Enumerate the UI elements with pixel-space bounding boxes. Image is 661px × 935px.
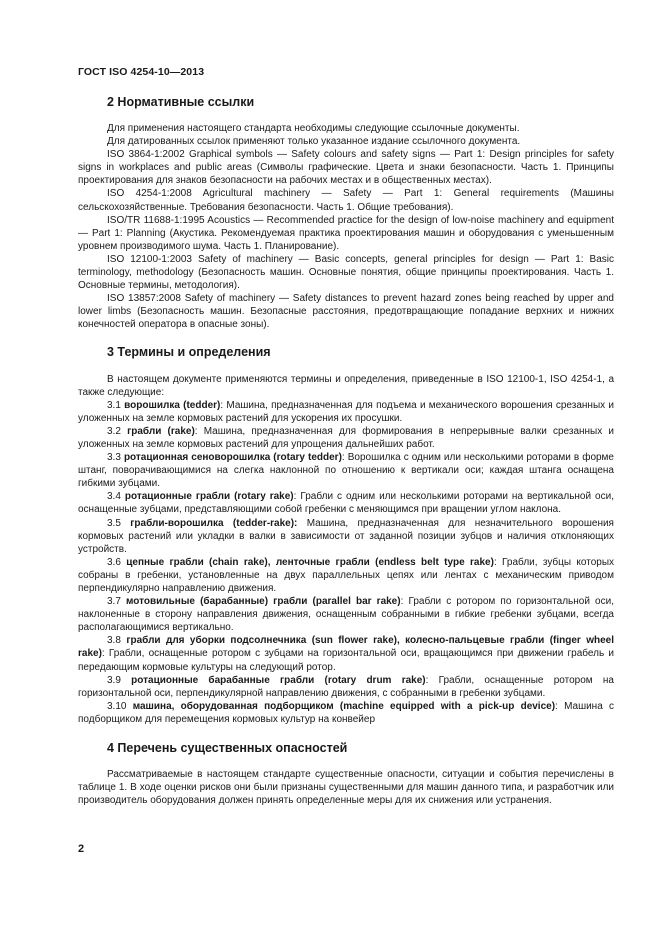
term-name: грабли-ворошилка (tedder-rake): [130,517,298,529]
reference-paragraph: Для датированных ссылок применяют только указанное издание ссылочного документа. [107,136,521,148]
term-definition [78,490,614,516]
reference-paragraph: ISO 4254-1:2008 Agricultural machinery — Safety — Part 1: General requirements (Машины сельскохозяйственные. Требования безопасности. Часть 1. Общие требования). [78,188,614,213]
document-header: ГОСТ ISO 4254-10—2013 [78,66,205,78]
term-definition [78,399,614,425]
section-3-terms [78,399,614,726]
term-text: : Машина с подборщиком для перемещения кормовых культур на конвейер [78,700,615,725]
reference-paragraph: ISO/TR 11688-1:1995 Acoustics — Recommended practice for the design of low-noise machinery and equipment — Part 1: Planning (Акустика. Рекомендуемая практика проектирования машин и оборудования с уменьшенным уровнем производимого шума. Часть 1. Планирование). [78,214,614,252]
section-4-paragraph: Рассматриваемые в настоящем стандарте существенные опасности, ситуации и события перечислены в таблице 1. В ходе оценки рисков они были признаны существенными для машин данного типа, и разработчик или производитель оборудования должен принять определенные меры для их снижения или устранения. [78,769,614,807]
term-number: 3.3 [107,452,124,464]
term-definition [78,451,614,490]
term-definition [78,556,614,595]
term-text: : Грабли, оснащенные ротором на горизонтальной оси, перпендикулярной направлению движения, с собранными в гребенки зубцами. [78,674,614,699]
term-text: : Грабли, зубцы которых собраны в гребенки, установленные на двух параллельных цепях или лентах с механическим приводом перпендикулярно направлению движения. [78,556,615,594]
section-3-title: 3 Термины и определения [107,344,271,359]
term-number: 3.10 [107,700,133,712]
term-number: 3.4 [107,491,125,503]
reference-paragraph: ISO 13857:2008 Safety of machinery — Safety distances to prevent hazard zones being reached by upper and lower limbs (Безопасность машин. Безопасные расстояния, предотвращающие попадание верхних и нижних конечностей оператора в опасные зоны). [78,293,614,331]
reference-paragraph: ISO 12100-1:2003 Safety of machinery — Basic concepts, general principles for design — Part 1: Basic terminology, methodology (Безопасность машин. Основные понятия, общие принципы проектирования. Часть 1. Основные термины, методология). [78,253,614,292]
page-number: 2 [78,843,85,855]
term-name: мотовильные (барабанные) грабли (parallel bar rake) [126,596,401,608]
term-name: грабли (rake) [127,425,195,437]
term-text: : Машина, предназначенная для подъема и механического ворошения срезанных и уложенных на земле кормовых растений для ускорения их просушки. [78,399,614,424]
term-text: : Грабли с ротором по горизонтальной оси, наклоненные в сторону направления движения, оснащенным собранными в гибкие гребенки зубцами, всегда располагающимися вертикально. [78,596,614,634]
term-definition [78,700,614,726]
term-number: 3.1 [107,399,125,411]
term-text: : Грабли с одним или несколькими роторами на вертикальной оси, оснащенные зубцами, представляющими собой гребенки с меняющимся при вращении углом наклона. [78,491,614,516]
term-name: цепные грабли (chain rake), ленточные грабли (endless belt type rake) [126,556,494,568]
term-text: : Машина, предназначенная для формирования в непрерывные валки срезанных и уложенных на земле кормовых растений для упрощения дальнейших работ. [78,425,615,450]
term-number: 3.7 [107,596,127,608]
reference-paragraph: ISO 3864-1:2002 Graphical symbols — Safety colours and safety signs — Part 1: Design principles for safety signs in workplaces and public areas (Символы графические. Цвета и знаки безопасности. Часть 1. Принципы проектирования для знаков безопасности на рабочих местах и в общественных местах). [78,149,614,187]
term-definition [78,634,614,673]
document-body [78,90,614,807]
term-text: : Ворошилка с одним или несколькими роторами в форме штанг, поворачивающимися на слегка наклонной по отношению к вертикали оси; каждая штанга оснащена гибкими зубцами. [78,452,614,490]
term-number: 3.2 [107,425,128,437]
term-number: 3.9 [107,674,132,686]
term-definition [78,674,614,700]
term-definition [78,425,614,451]
section-2-title: 2 Нормативные ссылки [107,95,255,109]
term-number: 3.5 [107,517,131,529]
term-text: : Грабли, оснащенные ротором с зубцами на горизонтальной оси, вращающимся при движении грабель и передающим кормовые культуры на следующий ротор. [78,648,614,673]
term-definition [78,517,614,556]
term-name: ворошилка (tedder) [124,399,221,411]
term-number: 3.8 [107,635,127,647]
term-name: ротационные грабли (rotary rake) [124,491,294,503]
term-name: ротационные барабанные грабли (rotary drum rake) [131,674,426,686]
term-definition [78,595,614,634]
term-text: Машина, предназначенная для незначительного ворошения кормовых растений или укладки в валки в зависимости от заданной позиции зубцов и наличия отклоняющих устройств. [78,517,614,555]
section-4-title: 4 Перечень существенных опасностей [107,741,348,756]
term-number: 3.6 [107,556,127,568]
section-2-body [78,122,614,332]
section-3-intro: В настоящем документе применяются термины и определения, приведенные в ISO 12100-1, ISO 4254-1, а также следующие: [78,373,614,398]
term-name: ротационная сеноворошилка (rotary tedder) [123,452,342,464]
reference-paragraph: Для применения настоящего стандарта необходимы следующие ссылочные документы. [107,123,520,134]
term-name: грабли для уборки подсолнечника (sun flower rake), колесно-пальцевые грабли (finger wheel rake) [78,635,614,660]
term-name: машина, оборудованная подборщиком (machine equipped with a pick-up device) [132,700,556,712]
